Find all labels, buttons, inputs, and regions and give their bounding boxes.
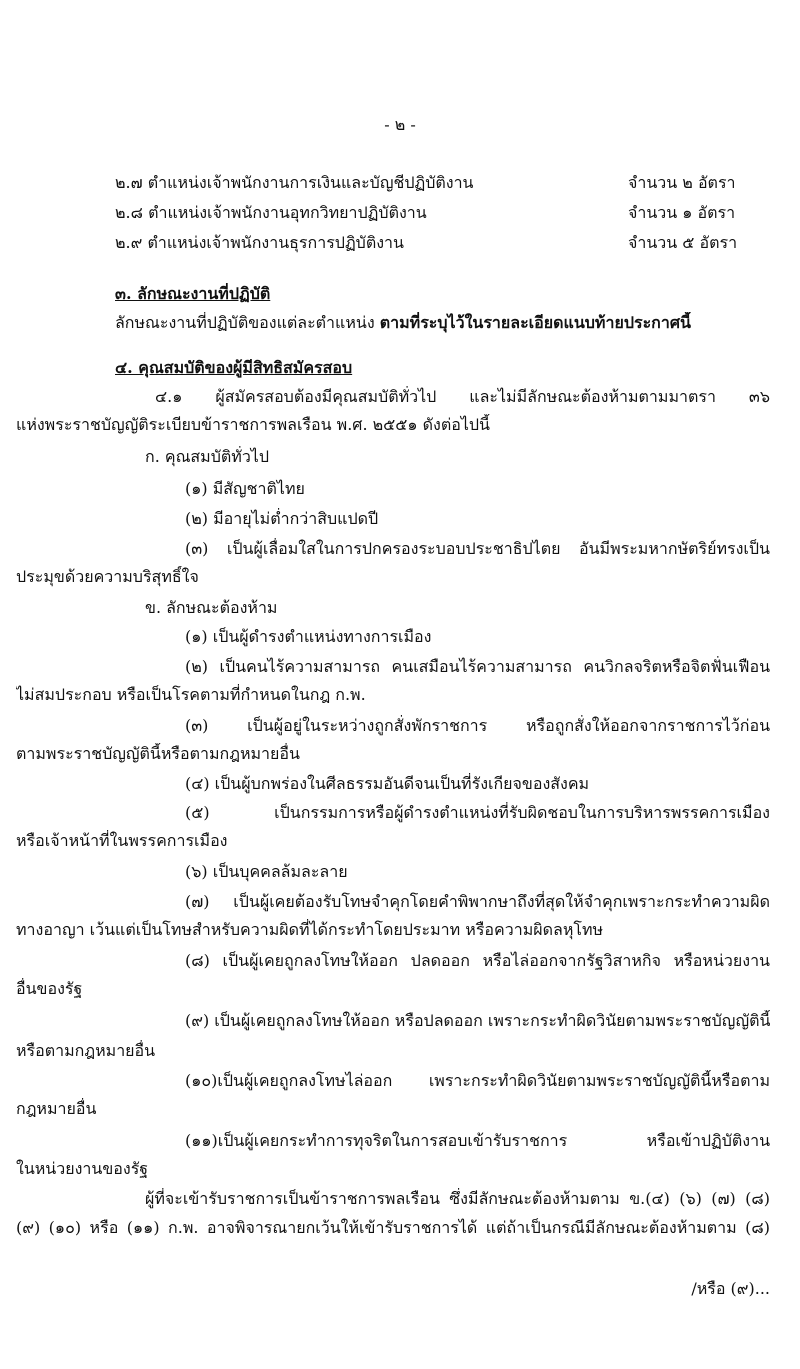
section-4-heading: ๔. คุณสมบัติของผู้มีสิทธิสมัครสอบ <box>115 358 353 377</box>
paragraph-4-1-line-1: ๔.๑ ผู้สมัครสอบต้องมีคุณสมบัติทั่วไป และไม่มีลักษณะต้องห้ามตามมาตรา ๓๖ <box>155 387 770 406</box>
kha-item-11-line-1: (๑๑)เป็นผู้เคยกระทำการทุจริตในการสอบเข้ารับราชการ หรือเข้าปฏิบัติงาน <box>185 1131 770 1150</box>
position-name: ๒.๙ ตำแหน่งเจ้าพนักงานธุรการปฏิบัติงาน <box>115 233 404 252</box>
kha-item-9-line-1: (๙) เป็นผู้เคยถูกลงโทษให้ออก หรือปลดออก เพราะกระทำผิดวินัยตามพระราชบัญญัตินี้ <box>185 1011 770 1030</box>
position-item <box>115 202 800 224</box>
kha-item-7-line-2: ทางอาญา เว้นแต่เป็นโทษสำหรับความผิดที่ได้กระทำโดยประมาท หรือความผิดลหุโทษ <box>16 920 604 939</box>
kha-item-2-line-2: ไม่สมประกอบ หรือเป็นโรคตามที่กำหนดในกฎ ก.พ. <box>16 685 366 704</box>
kha-item-8-line-2: อื่นของรัฐ <box>16 979 83 998</box>
kha-item-8-line-1: (๘) เป็นผู้เคยถูกลงโทษให้ออก ปลดออก หรือไล่ออกจากรัฐวิสาหกิจ หรือหน่วยงาน <box>185 951 770 970</box>
position-count: จำนวน ๒ อัตรา <box>628 173 736 192</box>
page-number: - ๒ - <box>384 115 416 134</box>
kha-item-7-line-1: (๗) เป็นผู้เคยต้องรับโทษจำคุกโดยคำพิพากษาถึงที่สุดให้จำคุกเพราะกระทำความผิด <box>185 892 770 911</box>
kha-item-11-line-2: ในหน่วยงานของรัฐ <box>16 1159 149 1178</box>
ka-item-2: (๒) มีอายุไม่ต่ำกว่าสิบแปดปี <box>185 509 379 528</box>
kha-item-5-line-2: หรือเจ้าหน้าที่ในพรรคการเมือง <box>16 831 228 850</box>
subsection-ka-title: ก. คุณสมบัติทั่วไป <box>145 447 269 466</box>
continuation-marker: /หรือ (๙)... <box>691 1279 770 1298</box>
final-paragraph-line-2: (๙) (๑๐) หรือ (๑๑) ก.พ. อาจพิจารณายกเว้นให้เข้ารับราชการได้ แต่ถ้าเป็นกรณีมีลักษณะต้องห้ามตาม (๘) <box>16 1218 770 1237</box>
kha-item-10-line-1: (๑๐)เป็นผู้เคยถูกลงโทษไล่ออก เพราะกระทำผิดวินัยตามพระราชบัญญัตินี้หรือตาม <box>185 1071 770 1090</box>
subsection-kha-title: ข. ลักษณะต้องห้าม <box>145 598 278 617</box>
section-3-text-bold: ตามที่ระบุไว้ในรายละเอียดแนบท้ายประกาศนี้ <box>379 313 691 332</box>
kha-item-4: (๔) เป็นผู้บกพร่องในศีลธรรมอันดีจนเป็นที่รังเกียจของสังคม <box>185 774 590 793</box>
kha-item-2-line-1: (๒) เป็นคนไร้ความสามารถ คนเสมือนไร้ความสามารถ คนวิกลจริตหรือจิตฟั่นเฟือน <box>185 657 770 676</box>
kha-item-6: (๖) เป็นบุคคลล้มละลาย <box>185 862 348 881</box>
position-item <box>115 172 800 194</box>
position-count: จำนวน ๕ อัตรา <box>628 233 738 252</box>
section-3-text-normal: ลักษณะงานที่ปฏิบัติของแต่ละตำแหน่ง <box>115 313 380 332</box>
position-name: ๒.๘ ตำแหน่งเจ้าพนักงานอุทกวิทยาปฏิบัติงาน <box>115 203 427 222</box>
position-item <box>115 232 800 254</box>
kha-item-3-line-2: ตามพระราชบัญญัตินี้หรือตามกฎหมายอื่น <box>16 744 300 763</box>
section-3-heading: ๓. ลักษณะงานที่ปฏิบัติ <box>115 284 271 303</box>
kha-item-10-line-2: กฎหมายอื่น <box>16 1099 97 1118</box>
position-count: จำนวน ๑ อัตรา <box>628 203 736 222</box>
kha-item-9-line-2: หรือตามกฎหมายอื่น <box>16 1041 156 1060</box>
kha-item-3-line-1: (๓) เป็นผู้อยู่ในระหว่างถูกสั่งพักราชการ หรือถูกสั่งให้ออกจากราชการไว้ก่อน <box>185 716 770 735</box>
section-3-text <box>115 312 800 334</box>
position-name: ๒.๗ ตำแหน่งเจ้าพนักงานการเงินและบัญชีปฏิบัติงาน <box>115 173 474 192</box>
kha-item-5-line-1: (๕) เป็นกรรมการหรือผู้ดำรงตำแหน่งที่รับผิดชอบในการบริหารพรรคการเมือง <box>185 803 770 822</box>
ka-item-3-line-2: ประมุขด้วยความบริสุทธิ์ใจ <box>16 567 199 586</box>
final-paragraph-line-1: ผู้ที่จะเข้ารับราชการเป็นข้าราชการพลเรือน ซึ่งมีลักษณะต้องห้ามตาม ข.(๔) (๖) (๗) (๘) <box>145 1189 770 1208</box>
kha-item-1: (๑) เป็นผู้ดำรงตำแหน่งทางการเมือง <box>185 627 432 646</box>
paragraph-4-1-line-2: แห่งพระราชบัญญัติระเบียบข้าราชการพลเรือน พ.ศ. ๒๕๕๑ ดังต่อไปนี้ <box>16 415 490 434</box>
ka-item-1: (๑) มีสัญชาติไทย <box>185 479 305 498</box>
ka-item-3-line-1: (๓) เป็นผู้เลื่อมใสในการปกครองระบอบประชาธิปไตย อันมีพระมหากษัตริย์ทรงเป็น <box>185 539 770 558</box>
